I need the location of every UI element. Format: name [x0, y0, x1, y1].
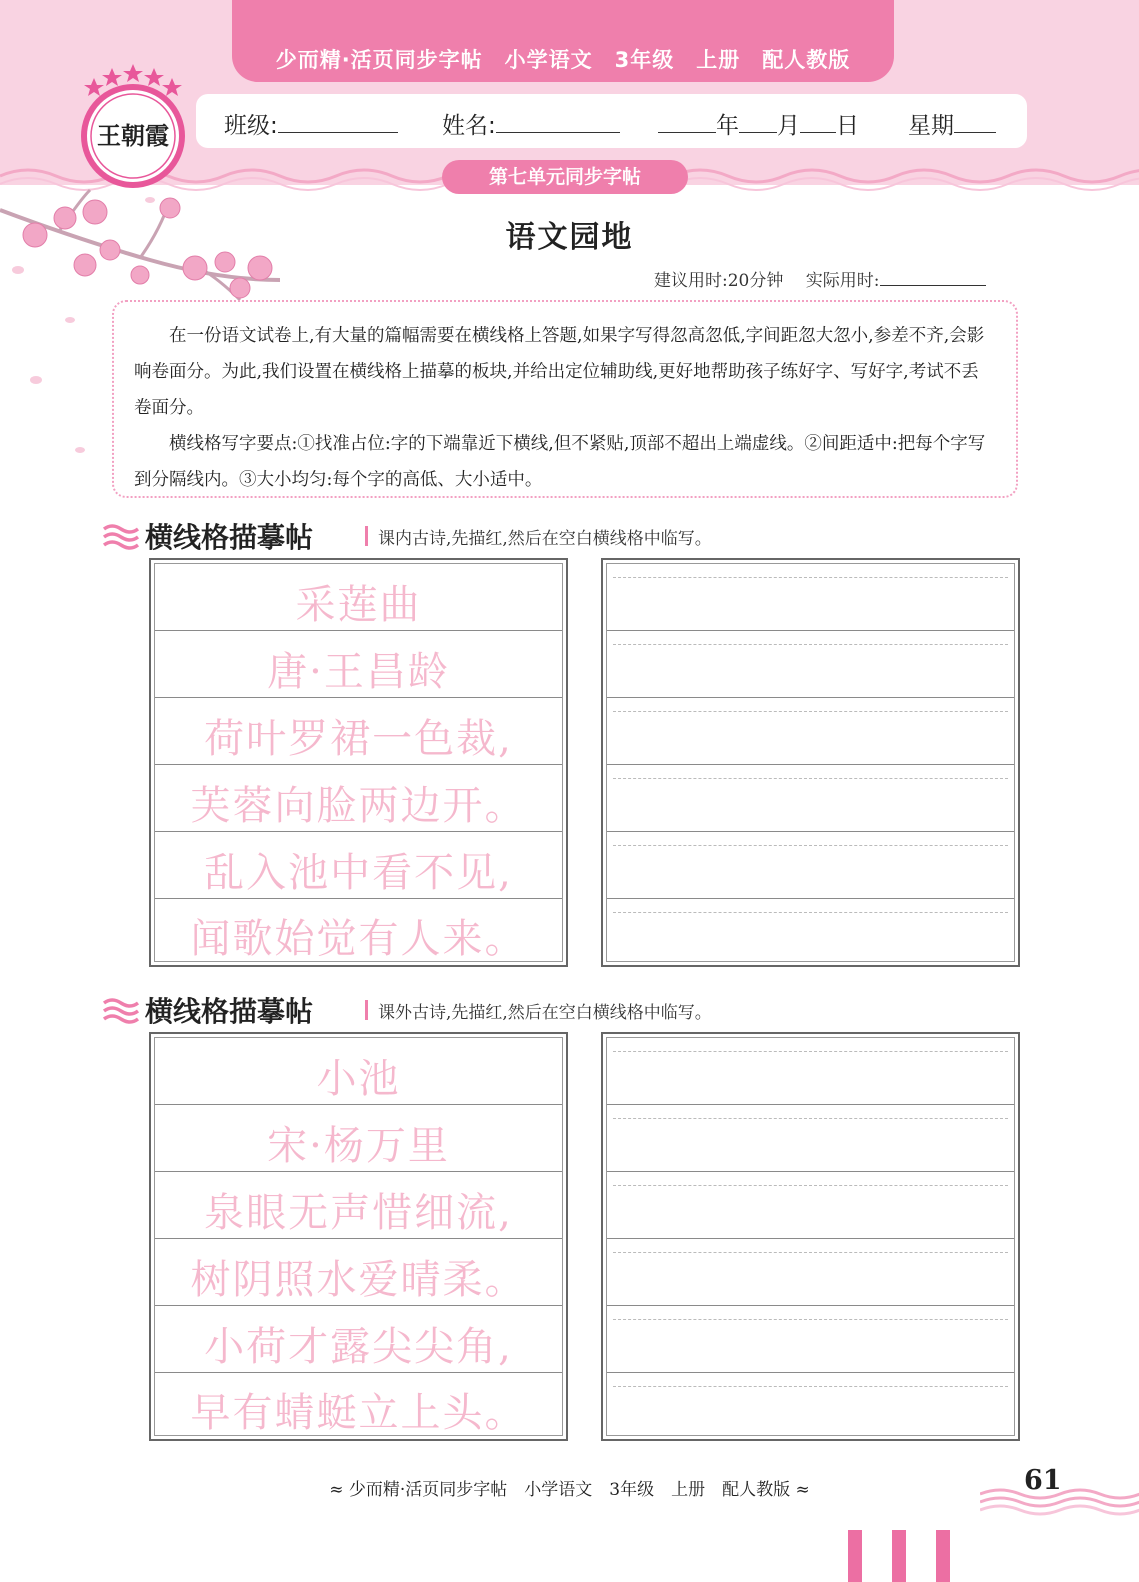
trace-line[interactable]: 唐·王昌龄 [155, 631, 562, 698]
intro-paragraph-2: 横线格写字要点:①找准占位:字的下端靠近下横线,但不紧贴,顶部不超出上端虚线。②间距适中:把每个字写到分隔线内。③大小均匀:每个字的高低、大小适中。 [134, 434, 986, 490]
wave-marker-icon [102, 522, 140, 550]
intro-box [112, 300, 1018, 498]
trace-line[interactable]: 荷叶罗裙一色裁, [155, 698, 562, 765]
practice-grid-2 [601, 1032, 1020, 1441]
section-2-header [102, 990, 862, 1030]
name-field[interactable]: 姓名: [442, 107, 620, 140]
practice-grid-1-inner [606, 563, 1015, 962]
trace-line[interactable]: 乱入池中看不见, [155, 832, 562, 899]
time-line: 建议用时:20分钟 实际用时: [654, 266, 986, 291]
trace-line[interactable]: 早有蜻蜓立上头。 [190, 1390, 527, 1436]
trace-grid-1-inner [154, 563, 563, 962]
weekday-field[interactable]: 星期 [908, 107, 996, 140]
wave-marker-icon [102, 996, 140, 1024]
page-number: 61 [1024, 1465, 1062, 1496]
trace-line[interactable]: 采莲曲 [155, 564, 562, 631]
section-2-title: 横线格描摹帖 [145, 995, 314, 1028]
practice-line[interactable] [607, 564, 1014, 631]
trace-line[interactable]: 泉眼无声惜细流, [155, 1172, 562, 1239]
section-1-title: 横线格描摹帖 [145, 521, 314, 554]
logo-text: 王朝霞 [97, 121, 169, 150]
trace-line[interactable]: 宋·杨万里 [155, 1105, 562, 1172]
intro-paragraph-1: 在一份语文试卷上,有大量的篇幅需要在横线格上答题,如果字写得忽高忽低,字间距忽大忽小,参差不齐,会影响卷面分。为此,我们设置在横线格上描摹的板块,并给出定位辅助线,更好地帮助孩子练好字、写好字,考试不丢卷面分。 [134, 326, 985, 418]
divider-bar [365, 526, 368, 546]
page-title: 语文园地 [505, 220, 634, 255]
practice-line[interactable] [607, 765, 1014, 832]
actual-time-blank[interactable] [880, 267, 986, 286]
section-1-note: 课内古诗,先描红,然后在空白横线格中临写。 [378, 529, 712, 549]
practice-line[interactable] [607, 1172, 1014, 1239]
trace-line[interactable]: 小池 [155, 1038, 562, 1105]
trace-line[interactable]: 闻歌始觉有人来。 [190, 916, 527, 962]
section-2-note: 课外古诗,先描红,然后在空白横线格中临写。 [378, 1003, 712, 1023]
trace-line[interactable]: 小荷才露尖尖角, [155, 1306, 562, 1373]
brand-logo [74, 64, 192, 192]
class-field[interactable]: 班级: [224, 107, 398, 140]
practice-grid-2-inner [606, 1037, 1015, 1436]
footer-series-text: ≈ 少而精·活页同步字帖 小学语文 3年级 上册 配人教版 ≈ [329, 1480, 810, 1500]
student-info-box [196, 94, 1027, 148]
practice-line[interactable] [607, 1306, 1014, 1373]
date-field[interactable]: 年 月 日 [658, 107, 859, 140]
trace-line[interactable]: 树阴照水爱晴柔。 [155, 1239, 562, 1306]
footer-bars-decoration [848, 1530, 958, 1582]
practice-line[interactable] [607, 631, 1014, 698]
practice-line[interactable] [607, 1038, 1014, 1105]
unit-tab: 第七单元同步字帖 [442, 160, 688, 194]
section-1-header [102, 516, 862, 556]
practice-line[interactable] [607, 698, 1014, 765]
series-title: 少而精·活页同步字帖 小学语文 3年级 上册 配人教版 [275, 48, 851, 72]
practice-line[interactable] [607, 1239, 1014, 1306]
trace-line[interactable]: 芙蓉向脸两边开。 [155, 765, 562, 832]
divider-bar [365, 1000, 368, 1020]
trace-grid-1 [149, 558, 568, 967]
practice-grid-1 [601, 558, 1020, 967]
trace-grid-2-inner [154, 1037, 563, 1436]
practice-line[interactable] [607, 899, 1014, 963]
practice-line[interactable] [607, 1105, 1014, 1172]
practice-line[interactable] [607, 1373, 1014, 1437]
trace-grid-2 [149, 1032, 568, 1441]
practice-line[interactable] [607, 832, 1014, 899]
